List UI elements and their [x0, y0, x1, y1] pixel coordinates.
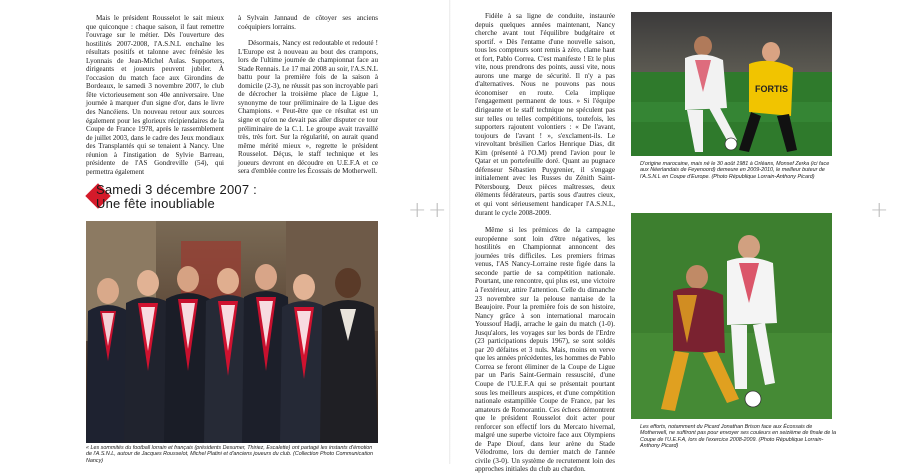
- paragraph: Même si les prémices de la campagne européenne sont loin d'être négatives, les hostilités en Championnat annoncent des journées très difficiles. Les premiers frimas venus, l'AS Nancy-Lorraine reste figée dans la seconde partie de sa compétition nationale. Pourtant, une rencontre, qui plus est, une victoire à l'extérieur, attire l'attention. Celle du dimanche 23 novembre sur la pelouse nantaise de la Beaujoire. Pour la première fois de son histoire, Nancy grâce à son international marocain Youssouf Hadji, arrache le gain du match (1-0). Jusqu'alors, les voyages sur les bords de l'Erdre (23 participations depuis 1967), se sont soldés par 20 défaites et 3 nuls. Mais, moins en verve que les années précédentes, les hommes de Pablo Correa se feront éliminer de la Coupe de Ligue par un Paris Saint-Germain ressuscité, d'une Coupe de l'U.E.F.A qui se présentait pourtant sous les meilleurs auspices, et d'une compétition nationale estampillée Coupe de France, par les amateurs de Romorantin. Ces échecs démontrent que le président Rousselot doit acter pour renforcer son effectif lors du Mercato hivernal, malgré une superbe victoire face aux Olympiens de Pape Diouf, dans leur arène du Stade Vélodrome, lors du dernier match de l'année civile (3-0). Un système de recrutement loin des approches initiales du club au chardon.: [475, 226, 615, 474]
- paragraph: Désormais, Nancy est redoutable et redouté ! L'Europe est à nouveau au bout des crampons, lors de l'ultime journée de championnat face au Stade Rennais. Le 17 mai 2008 au soir, l'A.S.N.L battu pour la première fois de la saison à domicile (2-3), ne réussit pas son incroyable pari de décrocher la troisième place de Ligue 1, synonyme de tour préliminaire de la Ligue des Champions. « Peut-être que ce résultat est un signe et qu'on ne devait pas aller disputer ce tour préliminaire de la C.1. Le groupe avait travaillé très, très fort. Sur la régularité, on aurait quand même mérité mieux », regrette le président Rousselot. Déçus, le staff technique et les joueurs devront en découdre en U.E.F.A et ce sera d'emblée contre les Écossais de Motherwell.: [238, 39, 378, 176]
- right-column-1: [475, 12, 615, 474]
- zerka-photo-caption: D'origine marocaine, mais né le 30 août 1981 à Orléans, Monsef Zerka (ici face aux Néerlandais de Feyenoord) demeure en 2009-2010, le meilleur buteur de l'A.S.N.L en Coupe d'Europe. (Photo République Lorrain-Anthony Picard): [640, 161, 830, 180]
- left-column-1: [86, 14, 224, 176]
- group-photo-caption: « Les sommités du football lorrain et français (présidents Desumer, Thiriez, Escalette) ont partagé les instants d'émotion de l'A.S.N.L, autour de Jacques Rousselot, Michel Platini et d'anciens joueurs du club. (Collection Photo Communication Nancy): [86, 445, 374, 464]
- crop-mark-icon: +: [408, 198, 427, 223]
- paragraph: à Sylvain Jannaud de côtoyer ses anciens coéquipiers lorrains.: [238, 14, 378, 31]
- heading-line-2: Une fête inoubliable: [96, 196, 215, 211]
- crop-mark-icon: +: [870, 198, 889, 223]
- group-photo: [86, 221, 378, 443]
- page-gutter: [449, 0, 451, 464]
- football-photo-zerka: [631, 12, 832, 156]
- paragraph: Fidèle à sa ligne de conduite, instaurée depuis quelques années maintenant, Nancy cherche avant tout l'équilibre budgétaire et sportif. « Dès l'entame d'une nouvelle saison, tous les compteurs sont remis à zéro, clame haut et fort, Pablo Correa. C'est manifeste ! Et le plus vite, nous prendrons des points, aussi vite, nous aurons une marge de sécurité. Il n'y a pas d'alternatives. Nous ne pouvons pas nous économiser en route. Cela implique l'engagement permanent de tous. » Si l'équipe dirigeante et le staff technique ne spéculent pas sur telles ou telles compétitions, toutefois, les supporters rajoutent volontiers : « De l'avant, toujours de l'avant ! », s'exclament-ils. Le virevoltant brésilien Carlos Henrique Dias, dit Kim (présenté à l'O.M) prend l'avion pour le Qatar et un portefeuille doré. Quant au pugnace défenseur Sébastien Puygrenier, il s'engage initialement avec les Russes du Zénith Saint-Pétersbourg. Deux pièces maîtresses, deux éléments fédérateurs, partis sous d'autres cieux, et qui vont sérieusement handicaper l'A.S.N.L, durant le cycle 2008-2009.: [475, 12, 615, 217]
- heading-line-1: Samedi 3 décembre 2007 :: [96, 182, 257, 197]
- brison-photo-caption: Les efforts, notamment du Picard Jonathan Brison face aux Écossais de Motherwell, ne suffiront pas pour envoyer ses couleurs en seizième de finale de la Coupe de l'U.E.F.A, lors de l'exercice 2008-2009. (Photo République Lorrain-Anthony Picard): [640, 424, 836, 450]
- paragraph: Mais le président Rousselot le sait mieux que quiconque : chaque saison, il faut remettre l'ouvrage sur le métier. Dès l'ouverture des hostilités 2007-2008, l'A.S.N.L enchaîne les résultats positifs et talonne avec frénésie les Lyonnais de Jean-Michel Aulas. Supporters, dirigeants et joueurs peuvent jubiler. À l'occasion du match face aux Girondins de Bordeaux, le samedi 3 novembre 2007, le club fête victorieusement son 40e anniversaire. Une journée à marquer d'un signe d'or, dans le livre des Nancéiens. Un nouveau retour aux sources également pour les glorieux récipiendaires de la Coupe de France 1978, après le rassemblement de juillet 2003, dans le cadre des Jeux mondiaux des Transplantés qui se tenaient à Nancy. Une réunion à l'instigation de Sylvie Barreau, présidente de l'AS Gondreville (54), qui permettra également: [86, 14, 224, 176]
- football-photo-brison: [631, 213, 832, 419]
- svg-text:FORTIS: FORTIS: [755, 84, 788, 94]
- section-heading: [86, 183, 386, 210]
- left-column-2: [238, 14, 378, 176]
- crop-mark-icon: +: [428, 198, 447, 223]
